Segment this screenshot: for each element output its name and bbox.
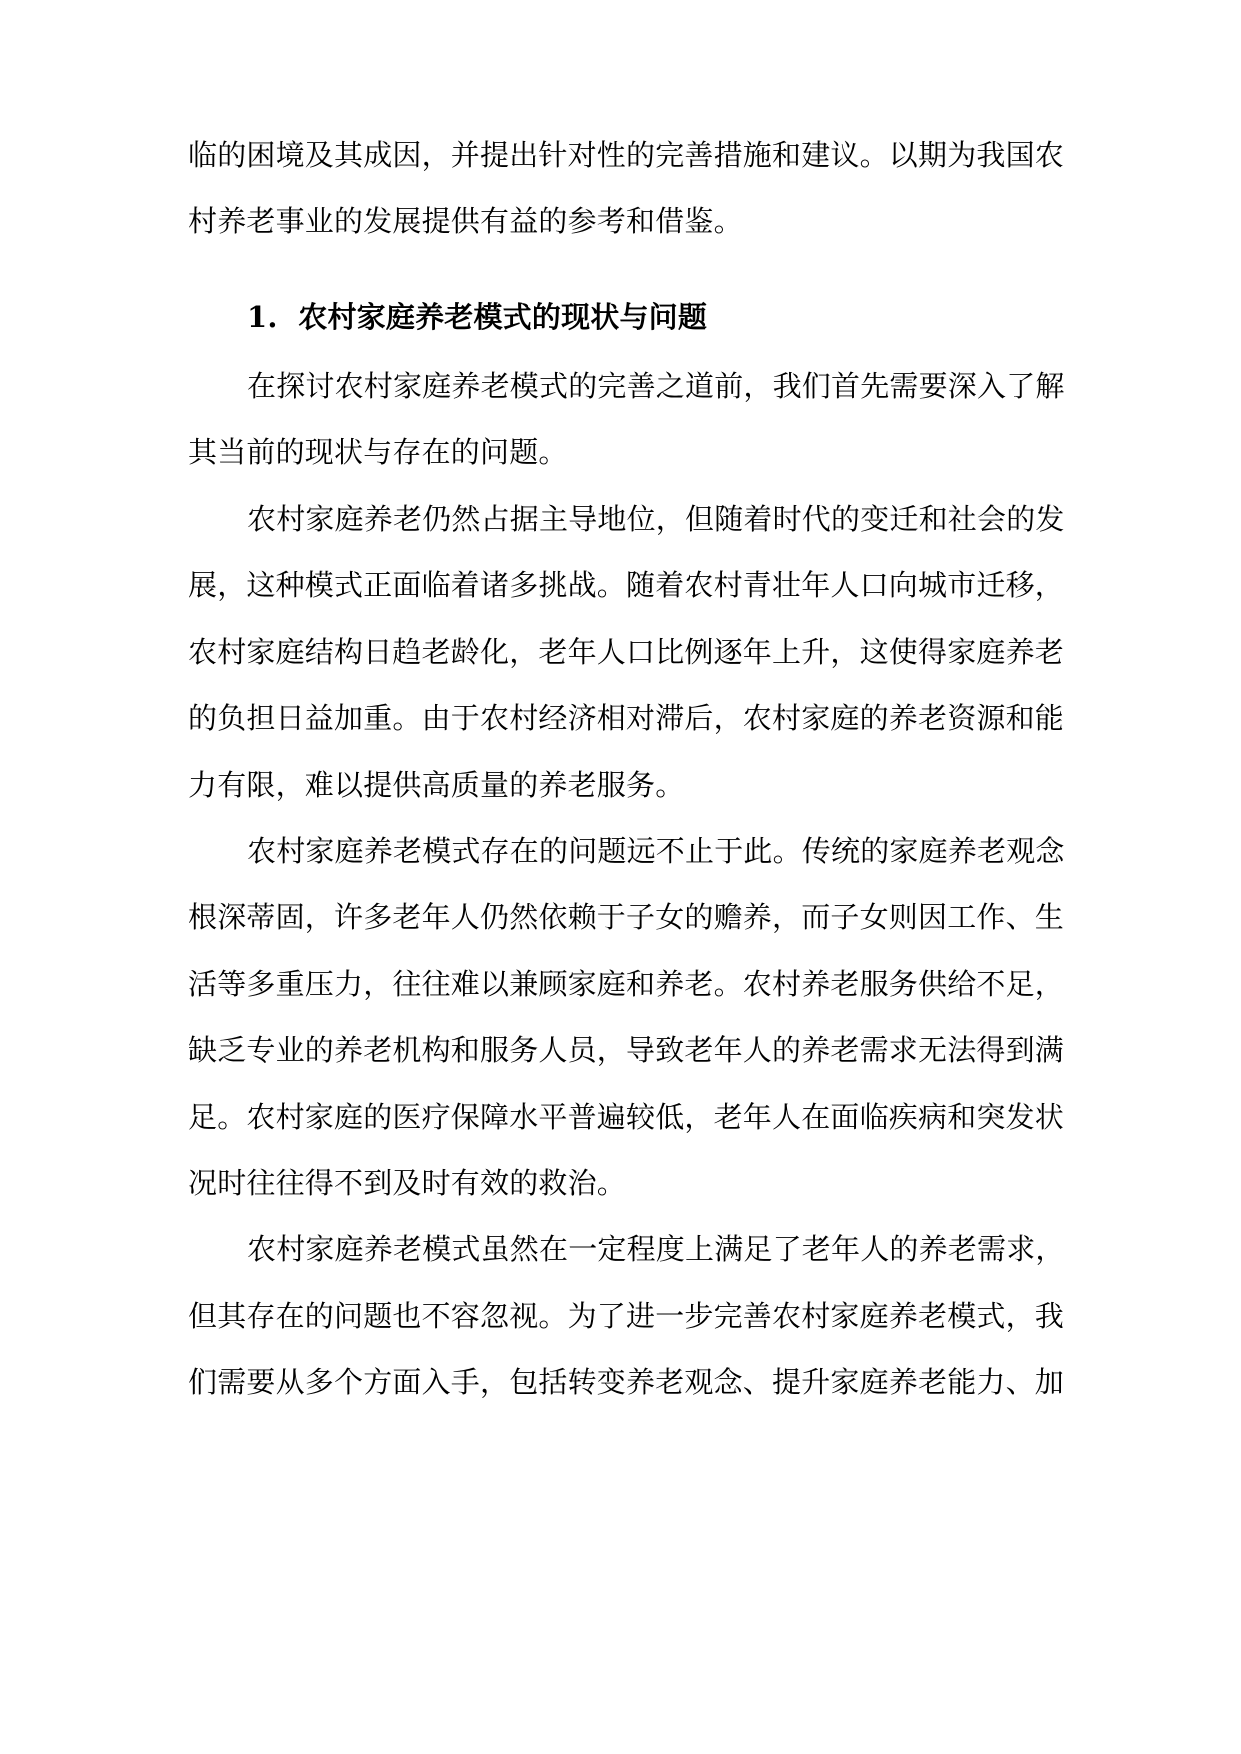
paragraph-line: 其当前的现状与存在的问题。 — [188, 435, 568, 469]
paragraph-line: 况时往往得不到及时有效的救治。 — [188, 1166, 627, 1200]
paragraph-line: 足。农村家庭的医疗保障水平普遍较低，老年人在面临疾病和突发状 — [188, 1100, 1065, 1134]
paragraph-line: 农村家庭养老仍然占据主导地位，但随着时代的变迁和社会的发 — [247, 502, 1065, 536]
section-number: 1. — [247, 300, 278, 334]
paragraph-line: 展，这种模式正面临着诸多挑战。随着农村青壮年人口向城市迁移， — [188, 568, 1065, 602]
paragraph-line: 农村家庭养老模式虽然在一定程度上满足了老年人的养老需求， — [247, 1232, 1065, 1266]
section-heading — [247, 299, 707, 335]
section-title: 农村家庭养老模式的现状与问题 — [298, 300, 708, 334]
intro-line: 临的困境及其成因，并提出针对性的完善措施和建议。以期为我国农 — [188, 138, 1065, 172]
paragraph-line: 根深蒂固，许多老年人仍然依赖于子女的赡养，而子女则因工作、生 — [188, 900, 1065, 934]
paragraph-line: 活等多重压力，往往难以兼顾家庭和养老。农村养老服务供给不足， — [188, 967, 1065, 1001]
paragraph-line: 的负担日益加重。由于农村经济相对滞后，农村家庭的养老资源和能 — [188, 701, 1065, 735]
paragraph-line: 们需要从多个方面入手，包括转变养老观念、提升家庭养老能力、加 — [188, 1365, 1065, 1399]
paragraph-line: 但其存在的问题也不容忽视。为了进一步完善农村家庭养老模式，我 — [188, 1299, 1065, 1333]
intro-line: 村养老事业的发展提供有益的参考和借鉴。 — [188, 204, 743, 238]
paragraph-line: 农村家庭养老模式存在的问题远不止于此。传统的家庭养老观念 — [247, 834, 1065, 868]
paragraph-line: 缺乏专业的养老机构和服务人员，导致老年人的养老需求无法得到满 — [188, 1033, 1065, 1067]
paragraph-line: 在探讨农村家庭养老模式的完善之道前，我们首先需要深入了解 — [247, 369, 1065, 403]
paragraph-line: 农村家庭结构日趋老龄化，老年人口比例逐年上升，这使得家庭养老 — [188, 635, 1065, 669]
paragraph-line: 力有限，难以提供高质量的养老服务。 — [188, 768, 685, 802]
